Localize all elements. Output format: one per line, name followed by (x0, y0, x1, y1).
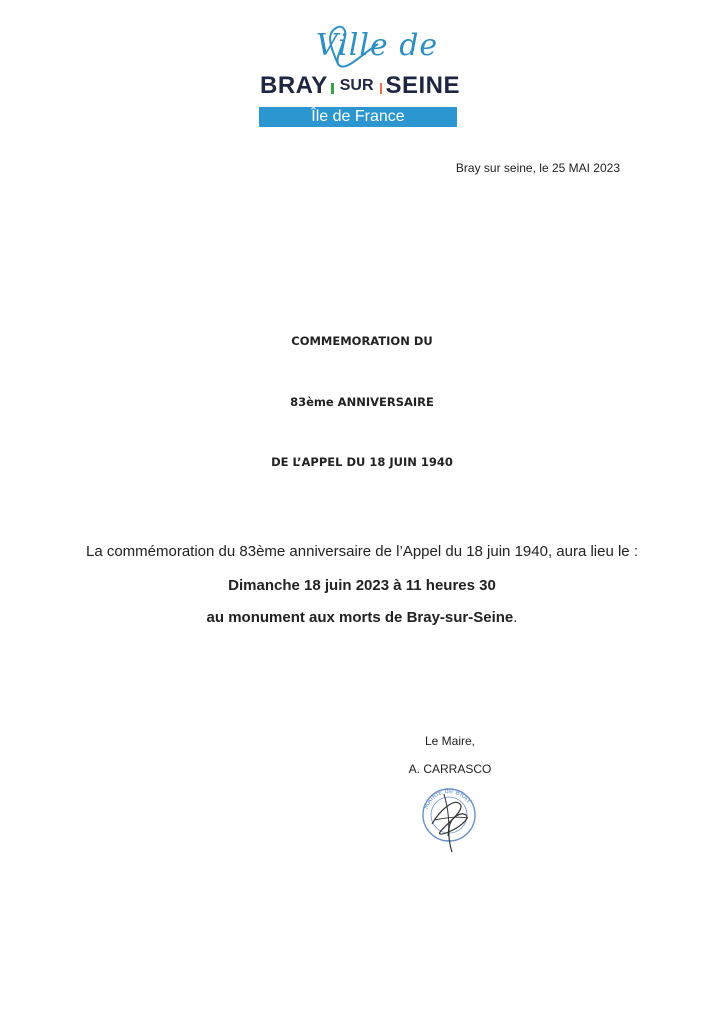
event-place (0, 609, 724, 626)
logo-region-text: Île de France (311, 108, 405, 125)
logo-word-bray: BRAY (260, 72, 328, 99)
official-stamp-signature (414, 780, 484, 854)
event-place-period: . (513, 609, 518, 626)
title-line-1: COMMEMORATION DU (291, 334, 433, 348)
town-logo (258, 24, 460, 130)
logo-script-text: Ville de (316, 28, 439, 63)
letter-date: Bray sur seine, le 25 MAI 2023 (455, 161, 620, 175)
logo-region-band (259, 107, 457, 127)
signatory-title: Le Maire, (424, 734, 476, 748)
orange-square-icon (380, 83, 383, 94)
announcement-intro: La commémoration du 83ème anniversaire de l’Appel du 18 juin 1940, aura lieu le : (85, 543, 638, 560)
logo-word-seine: SEINE (385, 72, 460, 99)
signatory-name: A. CARRASCO (408, 762, 492, 776)
logo-town-name (260, 72, 460, 100)
stamp-text: MAIRIE de BRAY (421, 786, 473, 811)
logo-word-sur: SUR (339, 77, 374, 94)
green-square-icon (331, 83, 334, 94)
event-date: Dimanche 18 juin 2023 à 11 heures 30 (228, 577, 496, 594)
title-line-2: 83ème ANNIVERSAIRE (290, 395, 434, 409)
title-line-3: DE L’APPEL DU 18 JUIN 1940 (271, 455, 453, 469)
event-place-text: au monument aux morts de Bray-sur-Seine (206, 609, 514, 626)
